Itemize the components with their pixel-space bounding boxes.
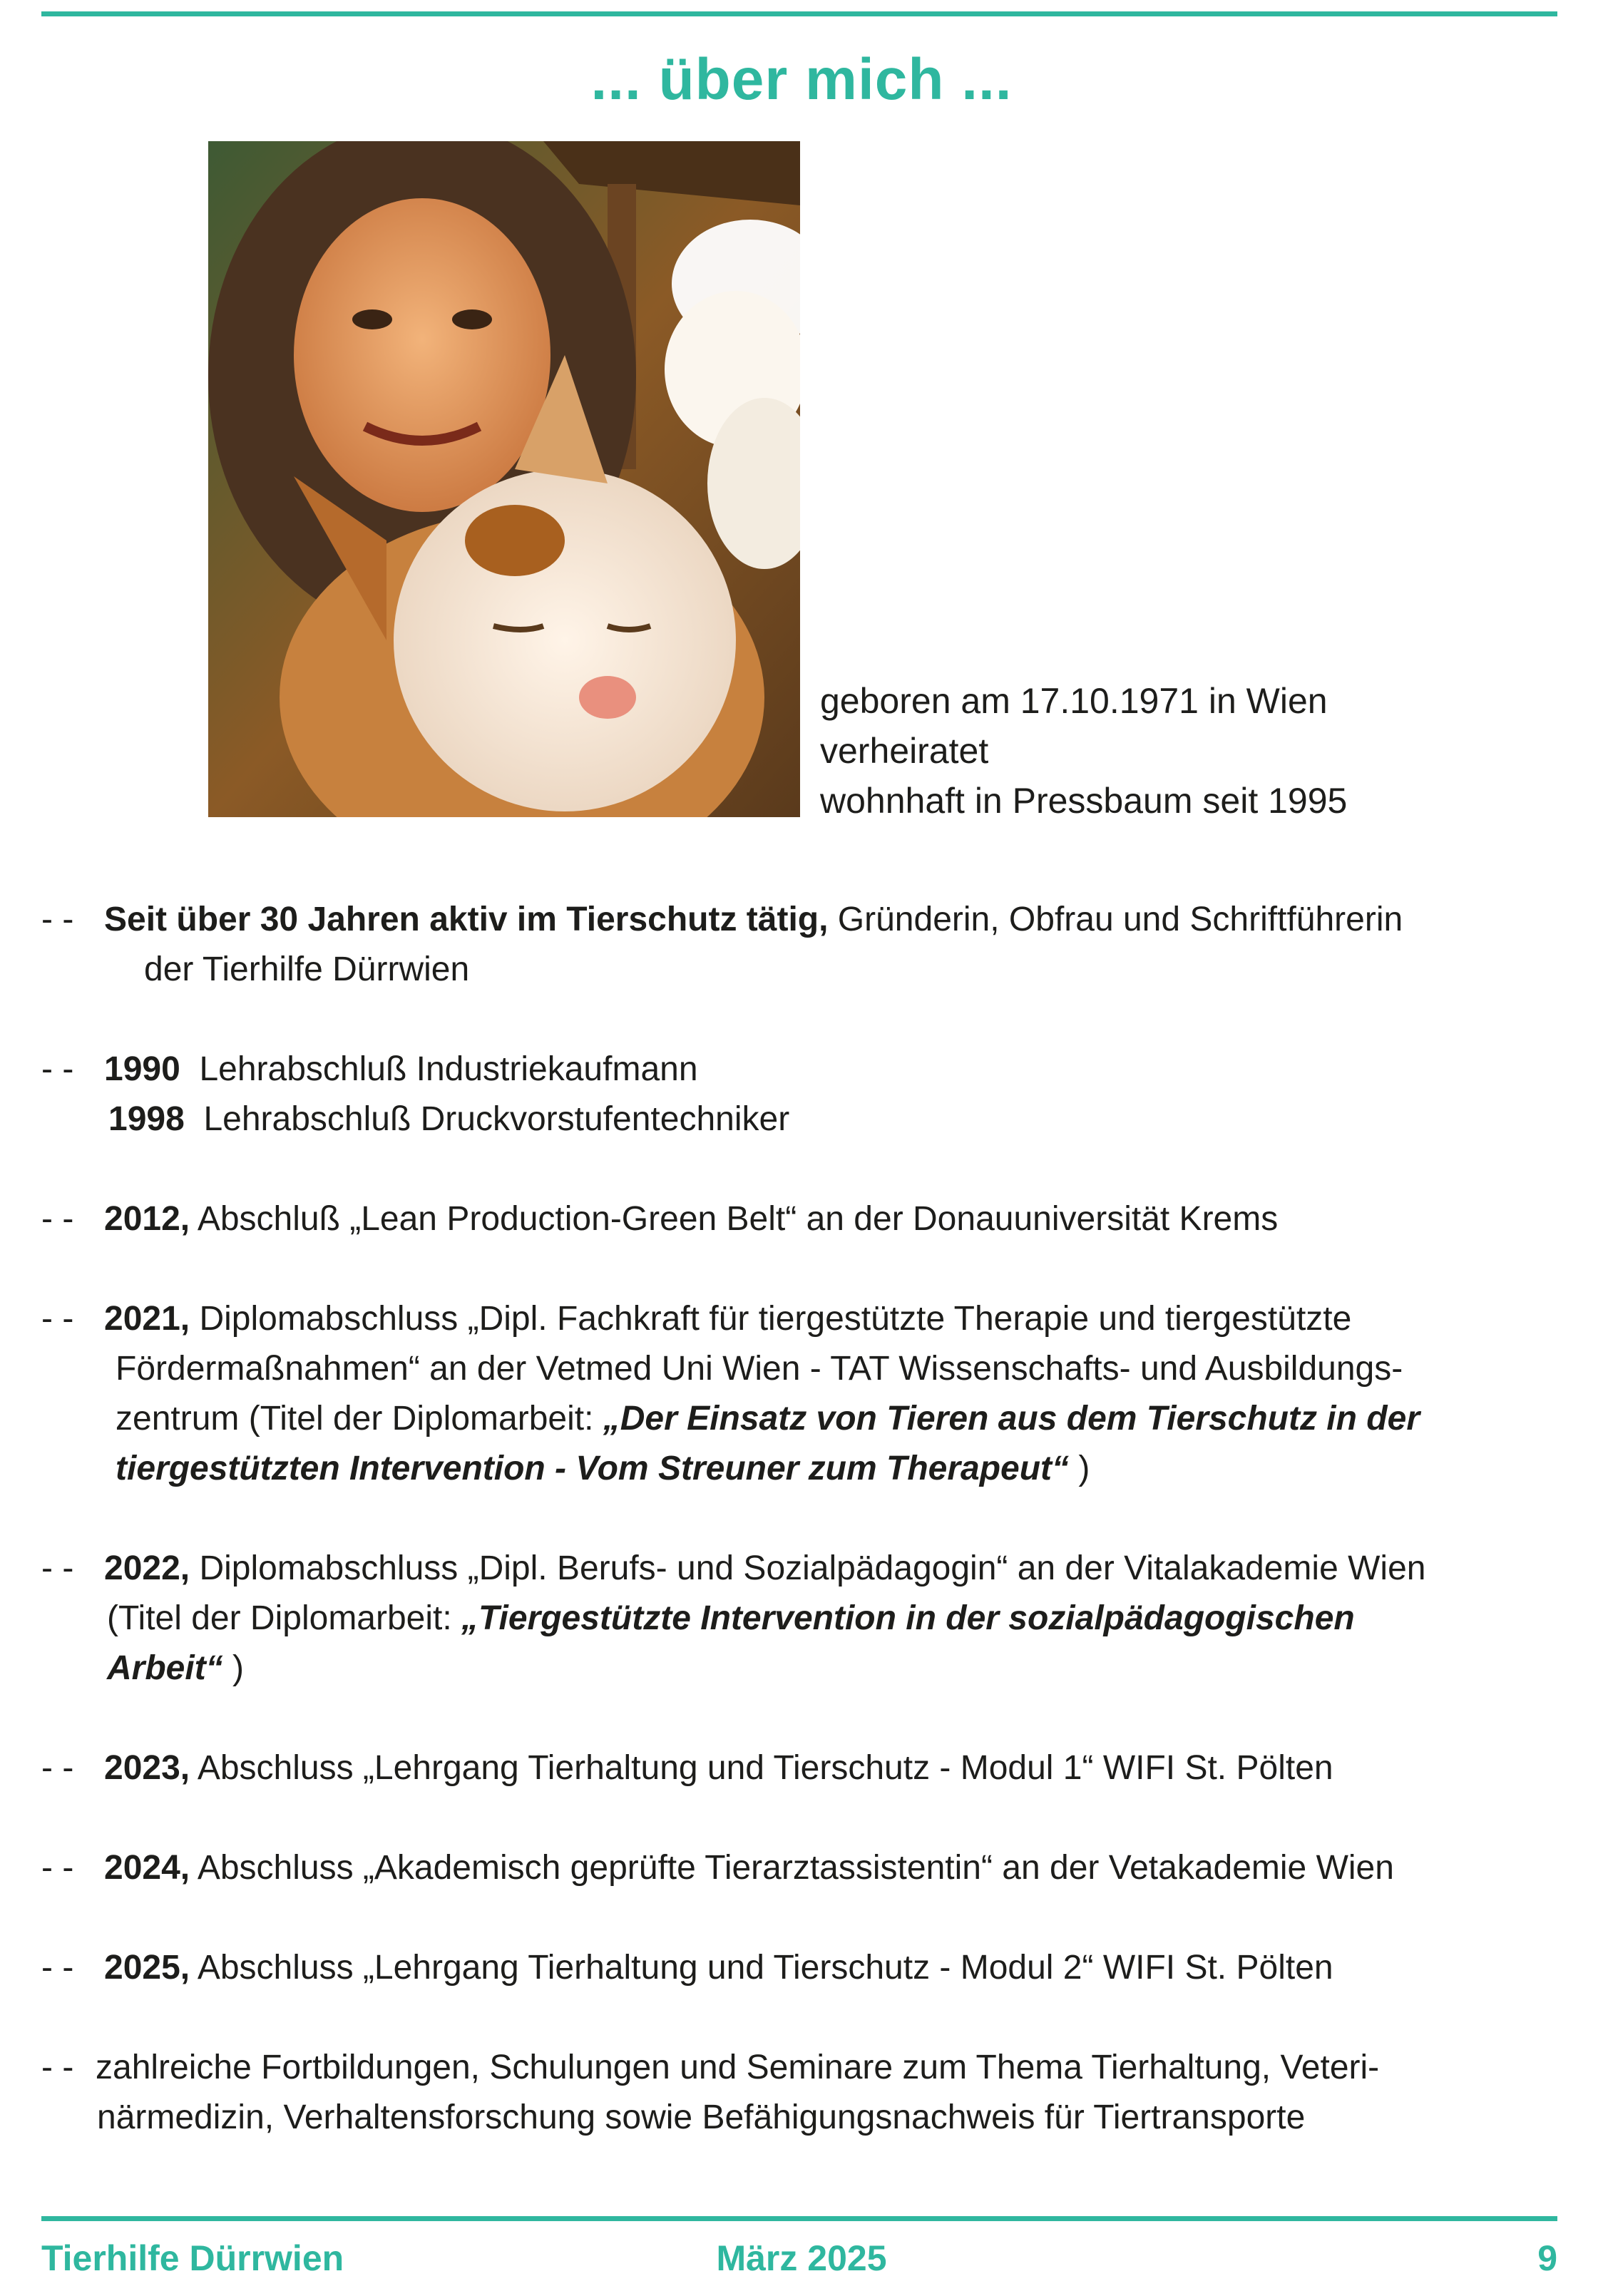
list-item xyxy=(41,1544,1567,1693)
list-item xyxy=(41,1294,1567,1494)
bio-block xyxy=(820,676,1347,826)
entry-text: närmedizin, Verhaltensforschung sowie Befähigungsnachweis für Tiertransporte xyxy=(97,2098,1306,2136)
thesis-title: Arbeit“ xyxy=(107,1649,223,1687)
list-bullet: - - xyxy=(41,1849,74,1887)
entry-year: 1998 xyxy=(108,1100,185,1138)
entry-text: Diplomabschluss „Dipl. Fachkraft für tiergestützte Therapie und tiergestützte xyxy=(190,1300,1352,1338)
footer-organization: Tierhilfe Dürrwien xyxy=(41,2238,344,2278)
entry-highlight: Seit über 30 Jahren aktiv im Tierschutz tätig, xyxy=(104,901,829,938)
portrait-photo-illustration xyxy=(208,141,800,817)
list-bullet: - - xyxy=(41,901,74,938)
list-item xyxy=(41,895,1567,995)
list-item xyxy=(41,1943,1567,1993)
entry-text: Abschluss „Lehrgang Tierhaltung und Tierschutz - Modul 2“ WIFI St. Pölten xyxy=(190,1949,1333,1987)
entry-text: (Titel der Diplomarbeit: xyxy=(107,1599,462,1637)
entry-text: zahlreiche Fortbildungen, Schulungen und Seminare zum Thema Tierhaltung, Veteri- xyxy=(96,2049,1380,2086)
entry-text: ) xyxy=(1069,1450,1090,1487)
list-bullet: - - xyxy=(41,1300,74,1338)
thesis-title: tiergestützten Intervention - Vom Streuner zum Therapeut“ xyxy=(116,1450,1070,1487)
bio-birth: geboren am 17.10.1971 in Wien xyxy=(820,681,1328,721)
entry-text: ) xyxy=(222,1649,245,1687)
footer-date: März 2025 xyxy=(716,2238,887,2278)
list-bullet: - - xyxy=(41,1949,74,1987)
entry-year: 2012, xyxy=(104,1200,190,1238)
entry-year: 2021, xyxy=(104,1300,190,1338)
list-item xyxy=(41,1743,1567,1793)
entry-text: Abschluss „Lehrgang Tierhaltung und Tierschutz - Modul 1“ WIFI St. Pölten xyxy=(190,1749,1333,1787)
footer-page-number: 9 xyxy=(1537,2238,1557,2278)
thesis-title: „Der Einsatz von Tieren aus dem Tierschutz in der xyxy=(603,1400,1420,1437)
list-bullet: - - xyxy=(41,1050,74,1088)
cv-list xyxy=(41,895,1567,2193)
entry-text: Abschluß „Lean Production-Green Belt“ an der Donauuniversität Krems xyxy=(190,1200,1279,1238)
entry-year: 1990 xyxy=(104,1050,180,1088)
portrait-photo xyxy=(208,141,800,817)
list-bullet: - - xyxy=(41,1749,74,1787)
bio-residence: wohnhaft in Pressbaum seit 1995 xyxy=(820,781,1348,821)
bio-marital-status: verheiratet xyxy=(820,731,989,771)
page-title: ... über mich ... xyxy=(590,47,1013,112)
entry-year: 2022, xyxy=(104,1549,190,1587)
entry-text: Fördermaßnahmen“ an der Vetmed Uni Wien - TAT Wissenschafts- und Ausbildungs- xyxy=(116,1350,1403,1388)
entry-text: Gründerin, Obfrau und Schriftführerin xyxy=(828,901,1403,938)
entry-year: 2024, xyxy=(104,1849,190,1887)
list-bullet: - - xyxy=(41,1549,74,1587)
entry-text: zentrum (Titel der Diplomarbeit: xyxy=(116,1400,603,1437)
entry-text: Lehrabschluß Industriekaufmann xyxy=(199,1050,698,1088)
list-item xyxy=(41,1045,1567,1144)
entry-text: Diplomabschluss „Dipl. Berufs- und Sozialpädagogin“ an der Vitalakademie Wien xyxy=(190,1549,1426,1587)
entry-text: der Tierhilfe Dürrwien xyxy=(144,950,470,988)
entry-year: 2023, xyxy=(104,1749,190,1787)
entry-text: Lehrabschluß Druckvorstufentechniker xyxy=(203,1100,790,1138)
list-bullet: - - xyxy=(41,2049,74,2086)
bottom-rule xyxy=(41,2216,1557,2221)
entry-year: 2025, xyxy=(104,1949,190,1987)
list-item xyxy=(41,1194,1567,1244)
list-item xyxy=(41,2043,1567,2143)
entry-text: Abschluss „Akademisch geprüfte Tierarztassistentin“ an der Vetakademie Wien xyxy=(190,1849,1394,1887)
top-rule xyxy=(41,11,1557,16)
thesis-title: „Tiergestützte Intervention in der sozialpädagogischen xyxy=(461,1599,1355,1637)
list-bullet: - - xyxy=(41,1200,74,1238)
list-item xyxy=(41,1843,1567,1893)
